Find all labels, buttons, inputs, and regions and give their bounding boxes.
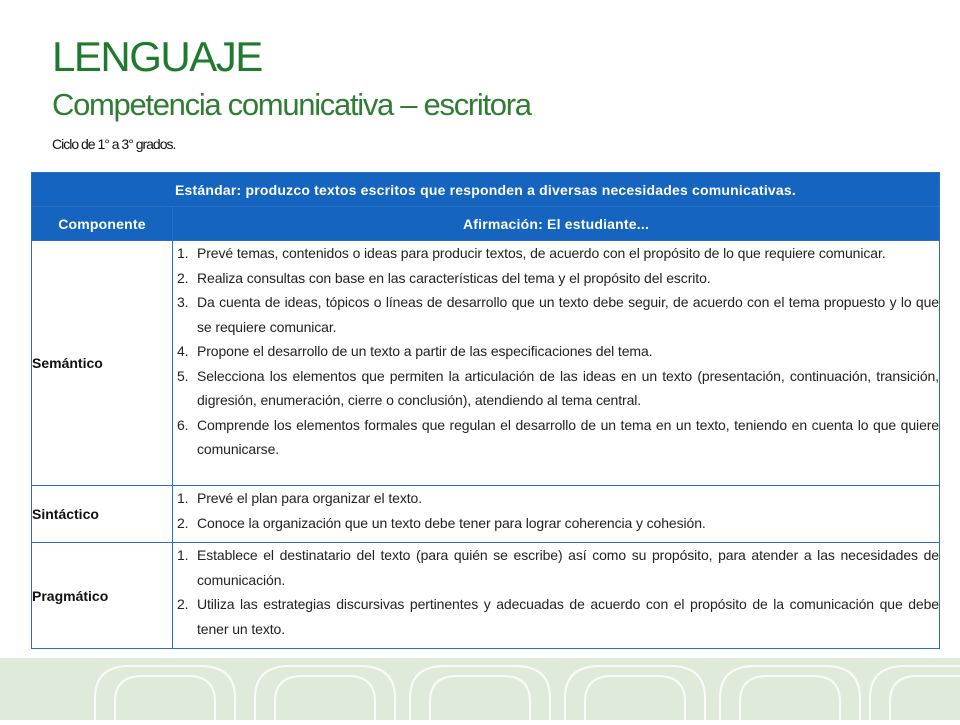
claim-text: Da cuenta de ideas, tópicos o líneas de desarrollo que un texto debe seguir, de acuerdo con el tema propuesto y lo que se requiere comunicar. — [197, 294, 939, 335]
claim-text: Utiliza las estrategias discursivas pertinentes y adecuadas de acuerdo con el propósito de la comunicación que debe tener un texto. — [197, 596, 939, 637]
claim-number: 2. — [177, 269, 189, 286]
arches-decoration — [0, 658, 960, 720]
page-subtitle: Competencia comunicativa – escritora — [52, 87, 531, 122]
claim-text: Realiza consultas con base en las características del tema y el propósito del escrito. — [197, 269, 711, 286]
claim-item — [173, 511, 939, 536]
claim-item — [173, 413, 939, 462]
claims-list — [173, 486, 939, 535]
claim-number: 4. — [177, 343, 189, 359]
claim-number: 2. — [177, 514, 189, 531]
table-row-sintactico — [32, 486, 940, 543]
claim-number: 2. — [177, 596, 189, 612]
page-title: LENGUAJE — [52, 33, 262, 80]
column-header-row — [32, 207, 940, 241]
claims-cell — [173, 543, 940, 649]
claim-number: 6. — [177, 416, 189, 433]
claim-item — [173, 241, 939, 266]
claim-column-header: Afirmación: El estudiante... — [173, 207, 940, 241]
claim-item — [173, 266, 939, 291]
standards-table — [31, 172, 940, 649]
claim-text: Prevé temas, contenidos o ideas para producir textos, de acuerdo con el propósito de lo que requiere comunicar. — [197, 245, 886, 261]
claim-number: 1. — [177, 490, 189, 506]
claim-number: 5. — [177, 367, 189, 384]
claim-number: 3. — [177, 294, 189, 310]
footer-decoration — [0, 658, 960, 720]
component-column-header: Componente — [32, 207, 173, 241]
claims-list — [173, 543, 939, 641]
standard-header: Estándar: produzco textos escritos que responden a diversas necesidades comunicativas. — [32, 173, 940, 207]
claims-cell — [173, 486, 940, 543]
component-name: Semántico — [32, 241, 173, 486]
grade-cycle-caption: Ciclo de 1° a 3° grados. — [52, 136, 176, 152]
table-row-semantico — [32, 241, 940, 486]
component-name: Sintáctico — [32, 486, 173, 543]
claim-item — [173, 543, 939, 592]
claim-text: Prevé el plan para organizar el texto. — [197, 490, 422, 506]
table-row-pragmatico — [32, 543, 940, 649]
claim-item — [173, 592, 939, 641]
claim-number: 1. — [177, 547, 189, 563]
claim-text: Conoce la organización que un texto debe tener para lograr coherencia y cohesión. — [197, 514, 706, 531]
claim-item — [173, 290, 939, 339]
claim-text: Comprende los elementos formales que regulan el desarrollo de un tema en un texto, teniendo en cuenta lo que quiere comunicarse. — [197, 416, 939, 457]
claim-text: Selecciona los elementos que permiten la articulación de las ideas en un texto (presentación, continuación, transición, digresión, enumeración, cierre o conclusión), atendiendo al tema central. — [197, 367, 939, 408]
claim-item — [173, 486, 939, 511]
claims-list — [173, 241, 939, 462]
claim-text: Propone el desarrollo de un texto a partir de las especificaciones del tema. — [197, 343, 653, 359]
claim-text: Establece el destinatario del texto (para quién se escribe) así como su propósito, para atender a las necesidades de comunicación. — [197, 547, 939, 588]
claim-item — [173, 364, 939, 413]
claim-number: 1. — [177, 245, 189, 261]
claims-cell — [173, 241, 940, 486]
claim-item — [173, 339, 939, 364]
standard-row — [32, 173, 940, 207]
component-name: Pragmático — [32, 543, 173, 649]
